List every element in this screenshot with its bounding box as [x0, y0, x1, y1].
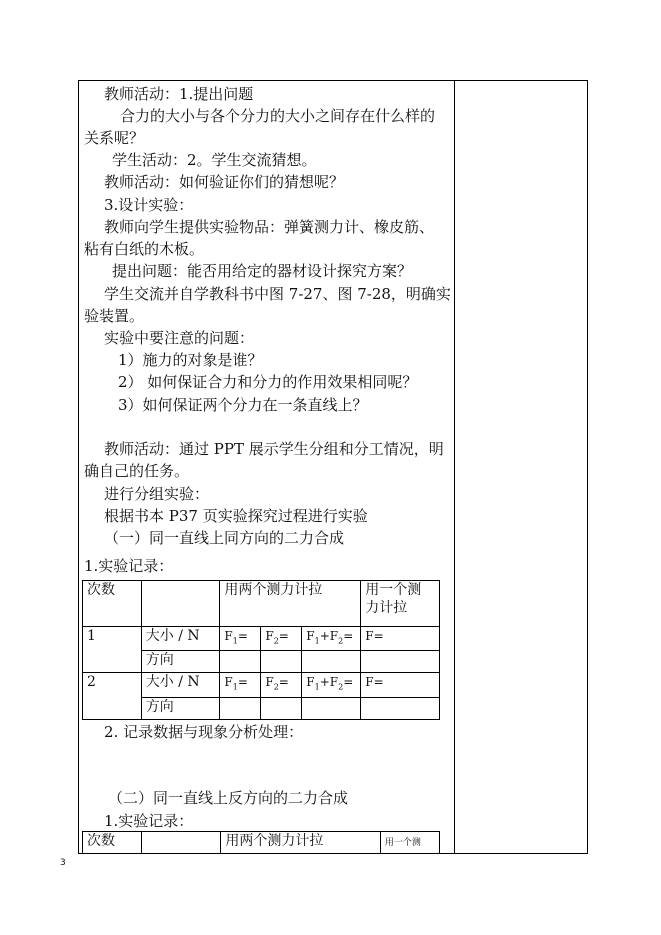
text-line-19: 根据书本 P37 页实验探究过程进行实验	[104, 507, 368, 525]
row-1-single: F=	[361, 627, 440, 651]
text-line-17: 确自己的任务。	[84, 462, 190, 480]
text-line-16: 教师活动：通过 PPT 展示学生分组和分工情况，明	[104, 440, 444, 458]
row-2-f2: $F_2=$	[261, 673, 302, 697]
record-table-1	[82, 580, 440, 720]
row-1-size-label: 大小 / N	[141, 627, 220, 651]
text-line-5: 教师活动：如何验证你们的猜想呢？	[104, 173, 345, 191]
row-1-sum: $F_1+F_2=$	[302, 627, 361, 651]
text-line-11: 验装置。	[84, 307, 145, 325]
text-line-22: 2. 记录数据与现象分析处理：	[104, 723, 304, 741]
text-line-9: 提出问题：能否用给定的器材设计探究方案？	[112, 262, 413, 280]
text-line-10: 学生交流并自学教科书中图 7-27、图 7-28，明确实	[104, 285, 451, 303]
section-heading-2: （二）同一直线上反方向的二力合成	[108, 789, 349, 807]
header-one-meter: 用一个测	[380, 832, 439, 854]
text-line-18: 进行分组实验：	[104, 485, 210, 503]
header-count: 次数	[83, 581, 142, 627]
text-line-14: 2） 如何保证合力和分力的作用效果相同呢？	[118, 373, 418, 391]
page-number: 3	[60, 858, 66, 868]
record-table-2	[82, 831, 440, 854]
cell-empty	[302, 651, 361, 673]
row-2-single: F=	[361, 673, 440, 697]
row-1-f2: $F_2=$	[261, 627, 302, 651]
section-heading-1: （一）同一直线上同方向的二力合成	[104, 529, 345, 547]
column-divider	[454, 80, 455, 854]
header-one-meter: 用一个测力计拉	[361, 581, 440, 627]
text-line-24: 1.实验记录：	[104, 812, 194, 830]
row-2-sum: $F_1+F_2=$	[302, 673, 361, 697]
row-1-direction-label: 方向	[141, 651, 220, 673]
header-empty	[142, 832, 221, 854]
text-line-21: 1.实验记录：	[84, 557, 174, 575]
text-line-8: 粘有白纸的木板。	[84, 240, 205, 258]
row-2-f1: $F_1=$	[220, 673, 261, 697]
header-two-meters: 用两个测力计拉	[221, 832, 380, 854]
cell-empty	[261, 651, 302, 673]
text-line-12: 实验中要注意的问题：	[104, 329, 255, 347]
row-1-number: 1	[83, 627, 142, 673]
cell-empty	[302, 697, 361, 719]
text-line-15: 3）如何保证两个分力在一条直线上？	[118, 396, 368, 414]
text-line-6: 3.设计实验：	[104, 196, 194, 214]
text-line-1: 教师活动：1.提出问题	[104, 85, 254, 103]
cell-empty	[361, 651, 440, 673]
row-2-size-label: 大小 / N	[141, 673, 220, 697]
cell-empty	[361, 697, 440, 719]
cell-empty	[220, 651, 261, 673]
text-line-7: 教师向学生提供实验物品：弹簧测力计、橡皮筋、	[104, 218, 435, 236]
text-line-4: 学生活动：2。学生交流猜想。	[112, 151, 317, 169]
row-2-number: 2	[83, 673, 142, 719]
header-two-meters: 用两个测力计拉	[220, 581, 361, 627]
text-line-13: 1）施力的对象是谁？	[118, 351, 263, 369]
header-count: 次数	[83, 832, 142, 854]
row-1-f1: $F_1=$	[220, 627, 261, 651]
cell-empty	[261, 697, 302, 719]
cell-empty	[220, 697, 261, 719]
text-line-3: 关系呢？	[84, 129, 145, 147]
text-line-2: 合力的大小与各个分力的大小之间存在什么样的	[120, 107, 436, 125]
row-2-direction-label: 方向	[141, 697, 220, 719]
header-empty	[141, 581, 220, 627]
